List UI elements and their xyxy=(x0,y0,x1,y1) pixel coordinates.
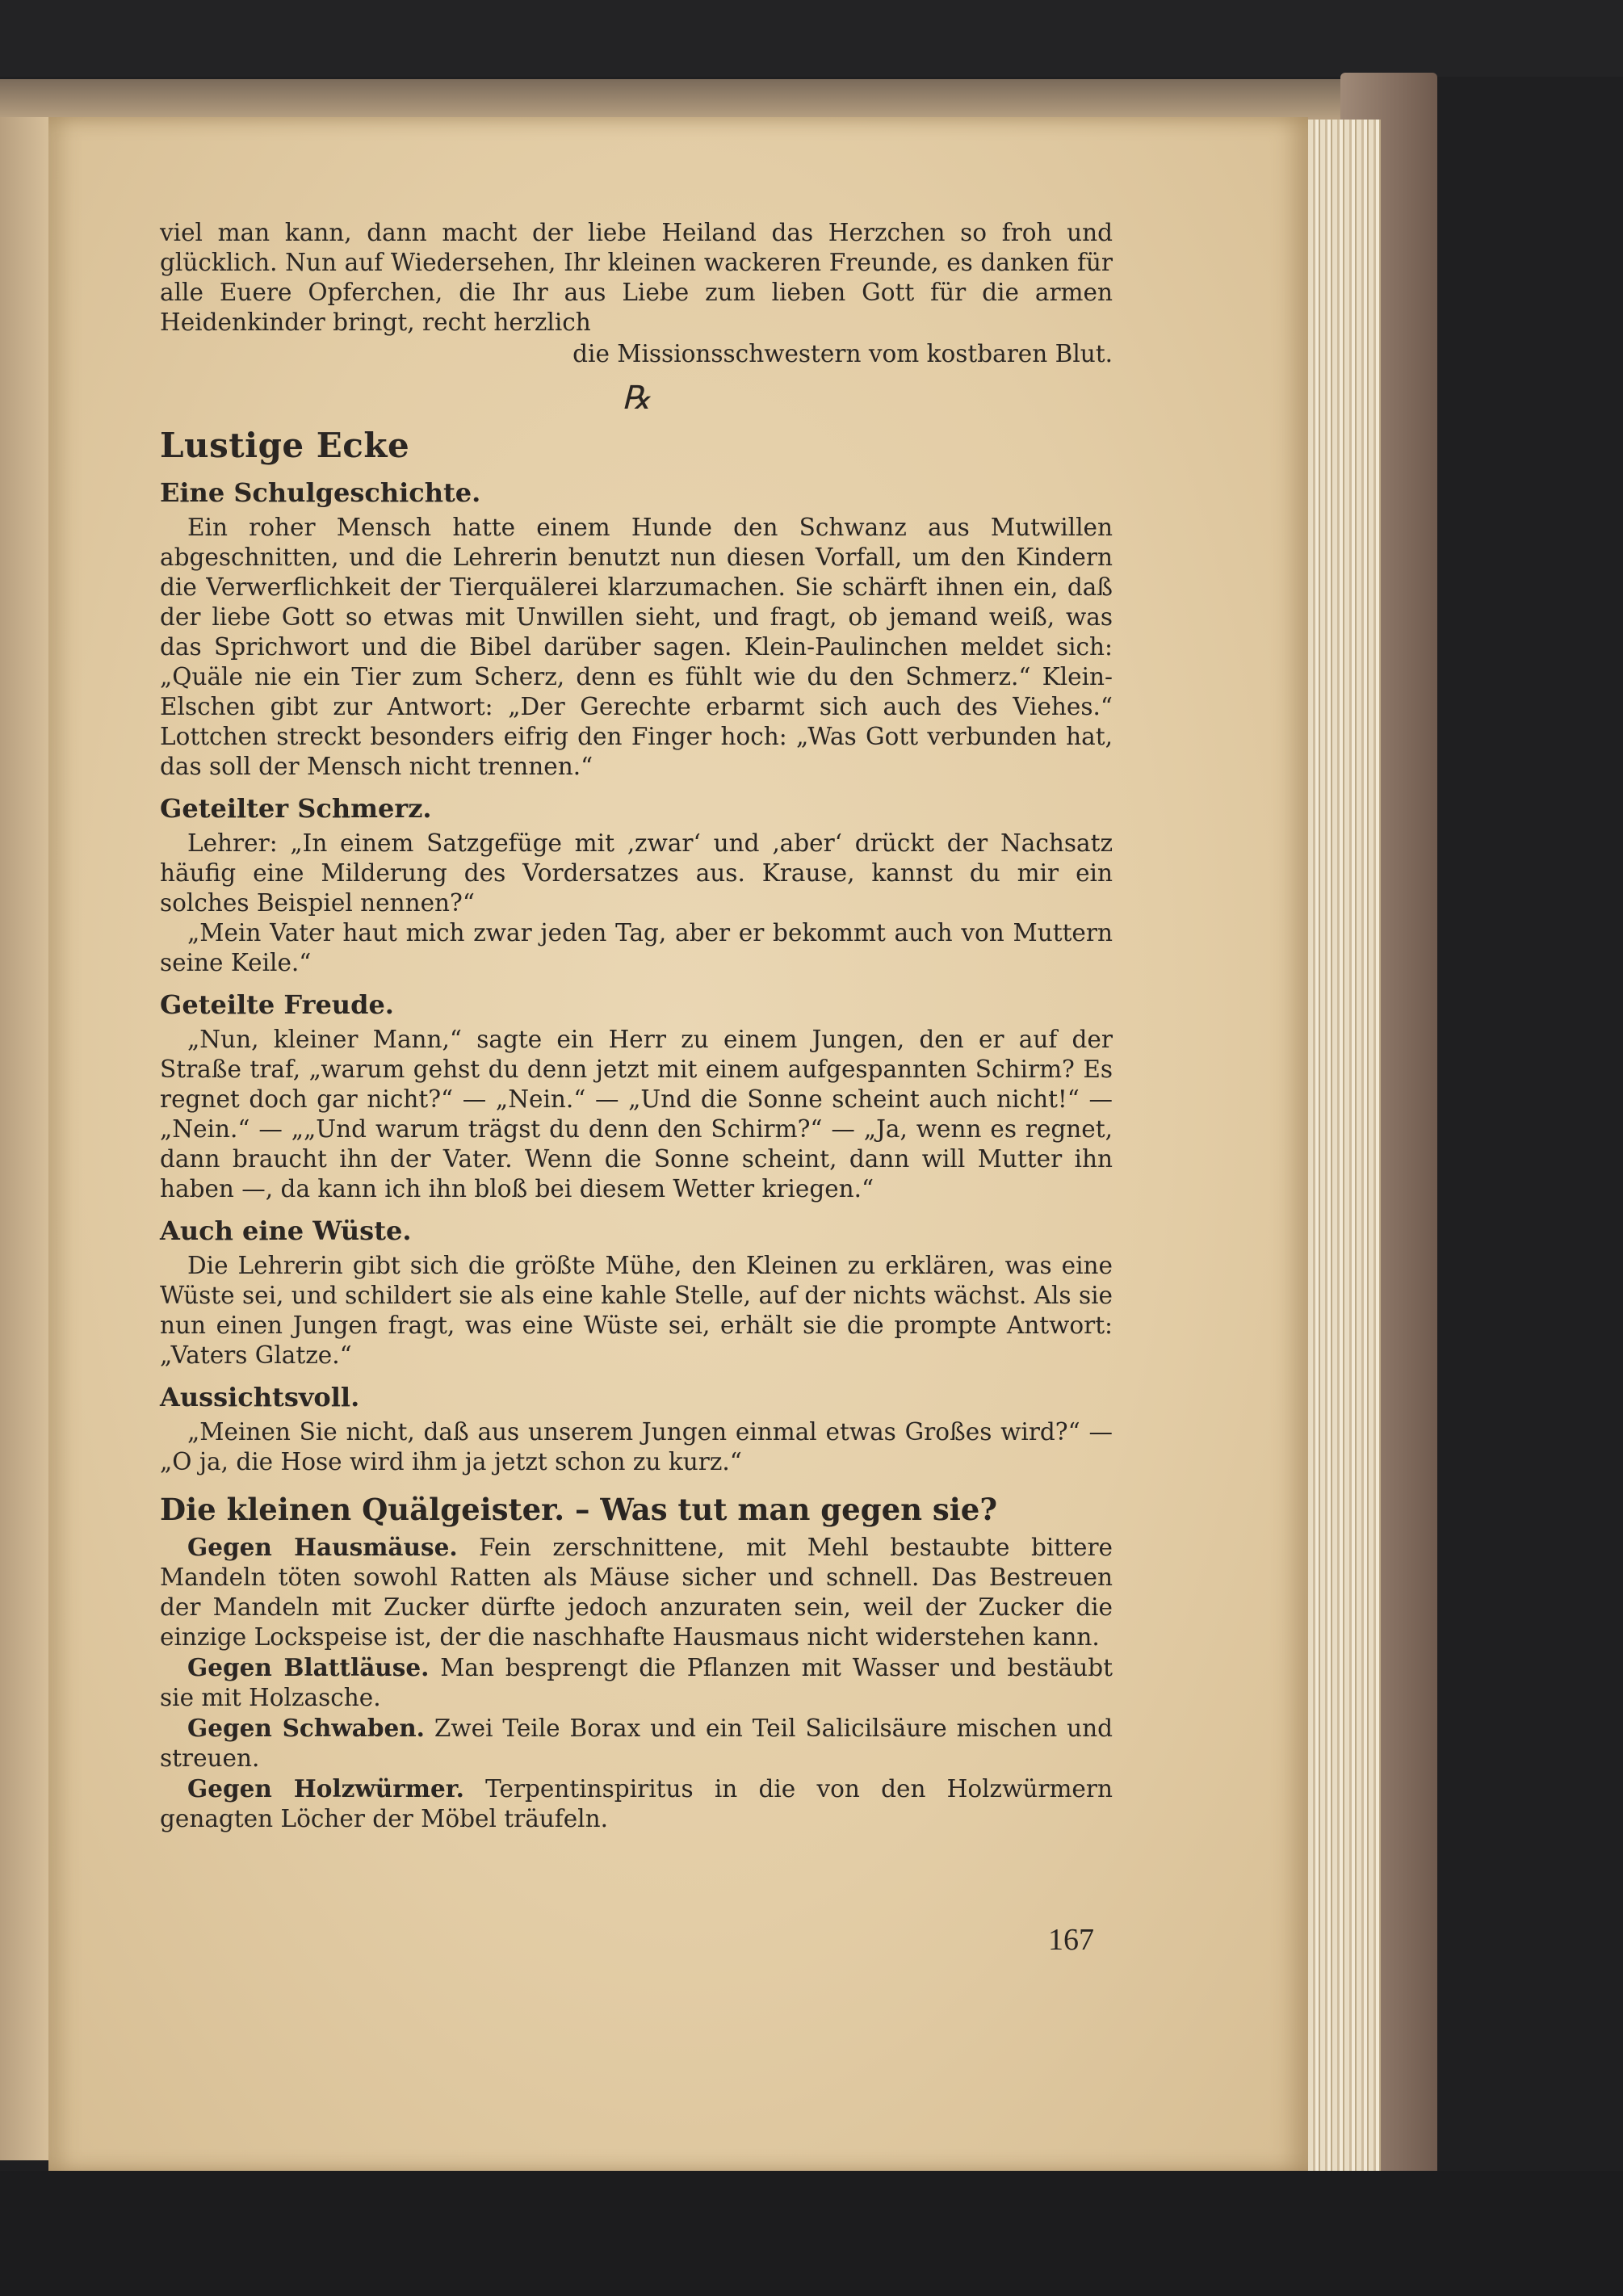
pest-text: Fein zerschnittene, mit Mehl bestaubte bittere Mandeln töten sowohl Ratten als Mäuse sicher und schnell. Das Bestreuen der Mandeln mit Zucker dürfte jedoch anzuraten sein, weil der Zucker die einzige Lockspeise ist, der die naschhafte Hausmaus nicht widerstehen kann. xyxy=(160,1534,1113,1651)
pest-tip xyxy=(160,1652,1113,1713)
pest-tip xyxy=(160,1773,1113,1834)
page-content xyxy=(160,218,1113,1834)
background xyxy=(0,0,1623,77)
pest-term: Gegen Hausmäuse. xyxy=(187,1533,458,1561)
pests-title: Die kleinen Quälgeister. – Was tut man gegen sie? xyxy=(160,1492,998,1527)
story-text: „Meinen Sie nicht, daß aus unserem Jungen einmal etwas Großes wird?“ — „O ja, die Hose wird ihm ja jetzt schon zu kurz.“ xyxy=(160,1418,1113,1475)
story-title: Geteilter Schmerz. xyxy=(160,793,432,824)
story-title: Aussichtsvoll. xyxy=(160,1382,360,1412)
pest-text: Man besprengt die Pflanzen mit Wasser und bestäubt sie mit Holzasche. xyxy=(160,1654,1113,1711)
story-title: Eine Schulgeschichte. xyxy=(160,477,481,508)
story-title: Geteilte Freude. xyxy=(160,989,394,1020)
pest-text: Zwei Teile Borax und ein Teil Salicilsäure mischen und streuen. xyxy=(160,1715,1113,1772)
story-text: „Mein Vater haut mich zwar jeden Tag, aber er bekommt auch von Muttern seine Keile.“ xyxy=(160,919,1113,976)
signature: die Missionsschwestern vom kostbaren Blut. xyxy=(572,340,1113,367)
pest-tip xyxy=(160,1713,1113,1773)
intro-paragraph: viel man kann, dann macht der liebe Heiland das Herzchen so froh und glücklich. Nun auf Wiedersehen, Ihr kleinen wackeren Freunde, es danken für alle Euere Opferchen, die Ihr aus Liebe zum lieben Gott für die armen Heidenkinder bringt, recht herzlich xyxy=(160,219,1113,336)
ornament-glyph: ℞ xyxy=(622,380,651,417)
section-title: Lustige Ecke xyxy=(160,426,410,465)
pest-term: Gegen Blattläuse. xyxy=(187,1653,430,1681)
page-number: 167 xyxy=(1048,1923,1094,1957)
pest-tip xyxy=(160,1532,1113,1652)
story-title: Auch eine Wüste. xyxy=(160,1215,412,1246)
pest-term: Gegen Schwaben. xyxy=(187,1714,425,1742)
book-cover-edge xyxy=(0,79,1429,121)
previous-page-edge xyxy=(0,117,53,2160)
pest-text: Terpentinspiritus in die von den Holzwürmern genagten Löcher der Möbel träufeln. xyxy=(160,1775,1113,1832)
story-text: Ein roher Mensch hatte einem Hunde den Schwanz aus Mutwillen abgeschnitten, und die Lehrerin benutzt nun diesen Vorfall, um den Kindern die Verwerflichkeit der Tierquälerei klarzumachen. Sie schärft ihnen ein, daß der liebe Gott so etwas mit Unwillen sieht, und fragt, ob jemand weiß, was das Sprichwort und die Bibel darüber sagen. Klein-Paulinchen meldet sich: „Quäle nie ein Tier zum Scherz, denn es fühlt wie du den Schmerz.“ Klein-Elschen gibt zur Antwort: „Der Gerechte erbarmt sich auch des Viehes.“ Lottchen streckt besonders eifrig den Finger hoch: „Was Gott verbunden hat, das soll der Mensch nicht trennen.“ xyxy=(160,514,1113,780)
pest-term: Gegen Holzwürmer. xyxy=(187,1774,464,1803)
background-bottom xyxy=(0,2171,1623,2296)
story-text: Lehrer: „In einem Satzgefüge mit ‚zwar‘ und ‚aber‘ drückt der Nachsatz häufig eine Milderung des Vordersatzes aus. Krause, kannst du mir ein solches Beispiel nennen?“ xyxy=(160,829,1113,917)
story-text: Die Lehrerin gibt sich die größte Mühe, den Kleinen zu erklären, was eine Wüste sei, und schildert sie als eine kahle Stelle, auf der nichts wächst. Als sie nun einen Jungen fragt, was eine Wüste sei, erhält sie die prompte Antwort: „Vaters Glatze.“ xyxy=(160,1252,1113,1369)
story-text: „Nun, kleiner Mann,“ sagte ein Herr zu einem Jungen, den er auf der Straße traf, „warum gehst du denn jetzt mit einem aufgespannten Schirm? Es regnet doch gar nicht?“ — „Nein.“ — „Und die Sonne scheint auch nicht!“ — „Nein.“ — „„Und warum trägst du denn den Schirm?“ — „Ja, wenn es regnet, dann braucht ihn der Vater. Wenn die Sonne scheint, dann will Mutter ihn haben —, da kann ich ihn bloß bei diesem Wetter kriegen.“ xyxy=(160,1026,1113,1203)
